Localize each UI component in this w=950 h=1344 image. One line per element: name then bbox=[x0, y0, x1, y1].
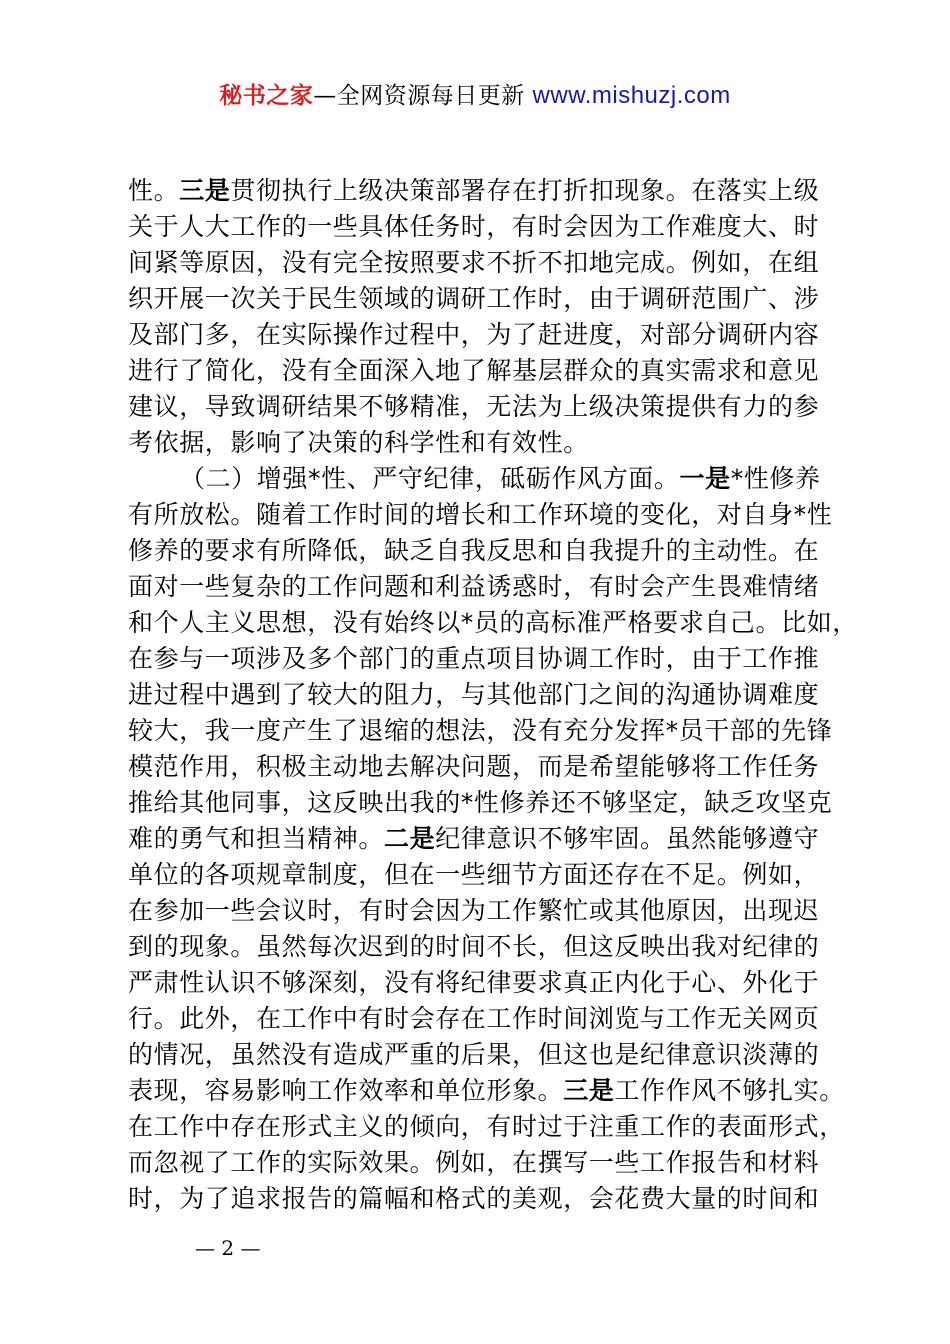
text-segment: 面对一些复杂的工作问题和利益诱惑时，有时会产生畏难情绪 bbox=[128, 572, 820, 601]
text-line bbox=[128, 245, 840, 281]
text-segment: 行。此外，在工作中有时会存在工作时间浏览与工作无关网页 bbox=[128, 1004, 820, 1033]
bold-marker: 二是 bbox=[384, 824, 436, 853]
text-segment: （二）增强*性、严守纪律，砥砺作风方面。 bbox=[180, 464, 680, 493]
text-line bbox=[128, 497, 840, 533]
text-segment: *性修养 bbox=[730, 464, 821, 493]
text-line bbox=[128, 1145, 840, 1181]
text-segment: 较大，我一度产生了退缩的想法，没有充分发挥*员干部的先锋 bbox=[128, 716, 833, 745]
text-segment: 而忽视了工作的实际效果。例如，在撰写一些工作报告和材料 bbox=[128, 1148, 820, 1177]
text-segment: 织开展一次关于民生领域的调研工作时，由于调研范围广、涉 bbox=[128, 284, 820, 313]
text-line bbox=[128, 1073, 845, 1109]
text-segment: 修养的要求有所降低，缺乏自我反思和自我提升的主动性。在 bbox=[128, 536, 820, 565]
text-line bbox=[128, 749, 840, 785]
text-segment: 推给其他同事，这反映出我的*性修养还不够坚定，缺乏攻坚克 bbox=[128, 788, 833, 817]
text-line bbox=[128, 857, 840, 893]
page-number: — 2 — bbox=[195, 1236, 261, 1260]
document-body bbox=[128, 173, 858, 1217]
bold-marker: 三是 bbox=[179, 176, 231, 205]
text-line bbox=[128, 461, 840, 497]
text-segment: 及部门多，在实际操作过程中，为了赶进度，对部分调研内容 bbox=[128, 320, 820, 349]
text-line bbox=[128, 209, 840, 245]
text-line bbox=[128, 713, 840, 749]
text-segment: 在工作中存在形式主义的倾向，有时过于注重工作的表面形式， bbox=[128, 1112, 845, 1141]
bold-marker: 一是 bbox=[679, 464, 731, 493]
text-line bbox=[128, 1037, 840, 1073]
text-line bbox=[128, 533, 840, 569]
text-line bbox=[128, 389, 840, 425]
text-line bbox=[128, 173, 840, 209]
text-line bbox=[128, 353, 840, 389]
text-line bbox=[128, 281, 840, 317]
site-url-link[interactable]: www.mishuzj.com bbox=[532, 82, 731, 109]
text-segment: 表现，容易影响工作效率和单位形象。 bbox=[128, 1076, 564, 1105]
text-segment: 时，为了追求报告的篇幅和格式的美观，会花费大量的时间和 bbox=[128, 1184, 820, 1213]
brand-name: 秘书之家 bbox=[219, 83, 314, 109]
text-segment: 难的勇气和担当精神。 bbox=[128, 824, 385, 853]
text-line bbox=[128, 893, 840, 929]
text-segment: 关于人大工作的一些具体任务时，有时会因为工作难度大、时 bbox=[128, 212, 820, 241]
text-segment: 模范作用，积极主动地去解决问题，而是希望能够将工作任务 bbox=[128, 752, 820, 781]
text-segment: 和个人主义思想，没有始终以*员的高标准严格要求自己。比如， bbox=[128, 608, 858, 637]
text-line bbox=[128, 1001, 840, 1037]
text-segment: 单位的各项规章制度，但在一些细节方面还存在不足。例如， bbox=[128, 860, 820, 889]
text-line bbox=[128, 929, 840, 965]
text-segment: 进行了简化，没有全面深入地了解基层群众的真实需求和意见 bbox=[128, 356, 820, 385]
text-line bbox=[128, 785, 840, 821]
text-segment: 在参与一项涉及多个部门的重点项目协调工作时，由于工作推 bbox=[128, 644, 820, 673]
text-line bbox=[128, 965, 840, 1001]
bold-marker: 三是 bbox=[563, 1076, 615, 1105]
text-segment: 进过程中遇到了较大的阻力，与其他部门之间的沟通协调难度 bbox=[128, 680, 820, 709]
text-segment: 贯彻执行上级决策部署存在打折扣现象。在落实上级 bbox=[230, 176, 820, 205]
text-segment: 性。 bbox=[128, 176, 180, 205]
text-line bbox=[128, 641, 840, 677]
text-line bbox=[128, 569, 840, 605]
text-line bbox=[128, 821, 840, 857]
text-segment: 到的现象。虽然每次迟到的时间不长，但这反映出我对纪律的 bbox=[128, 932, 820, 961]
text-segment: 严肃性认识不够深刻，没有将纪律要求真正内化于心、外化于 bbox=[128, 968, 820, 997]
text-line bbox=[128, 425, 840, 461]
header-slogan: —全网资源每日更新 bbox=[313, 83, 533, 109]
text-segment: 考依据，影响了决策的科学性和有效性。 bbox=[128, 428, 589, 457]
text-segment: 建议，导致调研结果不够精准，无法为上级决策提供有力的参 bbox=[128, 392, 820, 421]
text-segment: 间紧等原因，没有完全按照要求不折不扣地完成。例如，在组 bbox=[128, 248, 820, 277]
text-line bbox=[128, 1181, 840, 1217]
text-segment: 纪律意识不够牢固。虽然能够遵守 bbox=[435, 824, 820, 853]
text-line bbox=[128, 605, 858, 641]
site-header bbox=[0, 80, 950, 112]
text-line bbox=[128, 1109, 845, 1145]
text-line bbox=[128, 317, 840, 353]
text-segment: 的情况，虽然没有造成严重的后果，但这也是纪律意识淡薄的 bbox=[128, 1040, 820, 1069]
text-segment: 有所放松。随着工作时间的增长和工作环境的变化，对自身*性 bbox=[128, 500, 833, 529]
text-segment: 工作作风不够扎实。 bbox=[614, 1076, 845, 1105]
text-segment: 在参加一些会议时，有时会因为工作繁忙或其他原因，出现迟 bbox=[128, 896, 820, 925]
text-line bbox=[128, 677, 840, 713]
